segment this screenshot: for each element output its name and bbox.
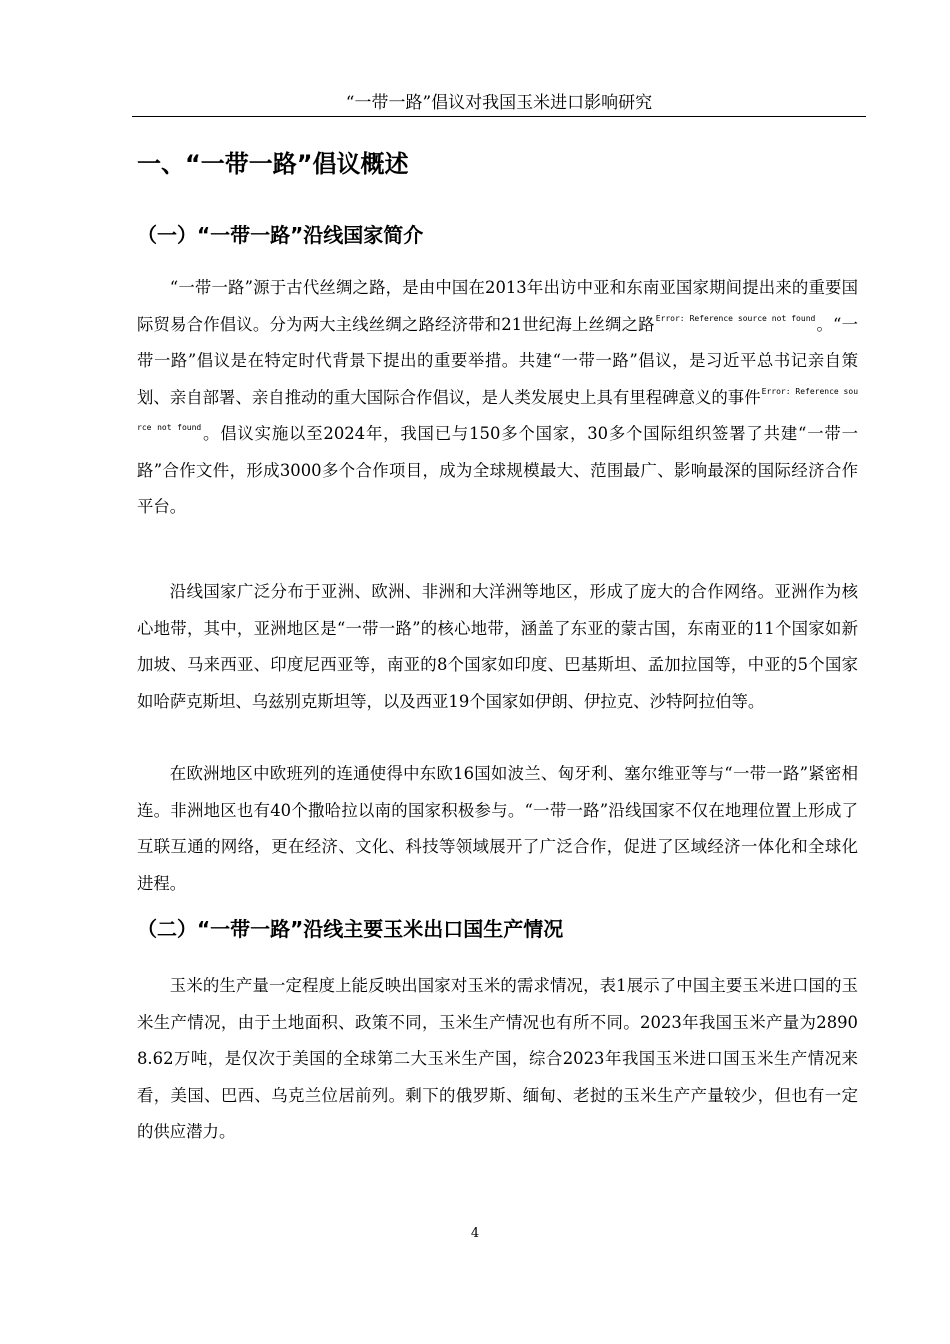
paragraph-1-text-c: 。倡议实施以至2024年，我国已与150多个国家，30多个国际组织签署了共建“一带一路”合作文件，形成3000多个合作项目，成为全球规模最大、范围最广、影响最深的国际经济合作平台。 [137, 424, 858, 516]
paragraph-3: 在欧洲地区中欧班列的连通使得中东欧16国如波兰、匈牙利、塞尔维亚等与“一带一路”紧密相连。非洲地区也有40个撒哈拉以南的国家积极参与。“一带一路”沿线国家不仅在地理位置上形成了互联互通的网络，更在经济、文化、科技等领域展开了广泛合作，促进了区域经济一体化和全球化进程。 [137, 764, 858, 893]
running-header: “一带一路”倡议对我国玉米进口影响研究 [345, 93, 653, 113]
section-heading: 一、“一带一路”倡议概述 [137, 150, 409, 178]
paragraph-2: 沿线国家广泛分布于亚洲、欧洲、非洲和大洋洲等地区，形成了庞大的合作网络。亚洲作为核心地带，其中，亚洲地区是“一带一路”的核心地带，涵盖了东亚的蒙古国，东南亚的11个国家如新加坡、马来西亚、印度尼西亚等，南亚的8个国家如印度、巴基斯坦、孟加拉国等，中亚的5个国家如哈萨克斯坦、乌兹别克斯坦等，以及西亚19个国家如伊朗、伊拉克、沙特阿拉伯等。 [137, 582, 858, 711]
reference-error-2: Error: Reference source not found [137, 386, 859, 432]
page-number: 4 [470, 1226, 480, 1241]
subsection-heading-2: （二）“一带一路”沿线主要玉米出口国生产情况 [137, 917, 564, 941]
reference-error-1: Error: Reference source not found [655, 313, 816, 323]
subsection-heading-1: （一）“一带一路”沿线国家简介 [137, 223, 424, 247]
paragraph-1-text-a: “一带一路”源于古代丝绸之路，是由中国在2013年出访中亚和东南亚国家期间提出来的重要国际贸易合作倡议。分为两大主线丝绸之路经济带和21世纪海上丝绸之路 [137, 278, 858, 334]
paragraph-4: 玉米的生产量一定程度上能反映出国家对玉米的需求情况，表1展示了中国主要玉米进口国的玉米生产情况，由于土地面积、政策不同，玉米生产情况也有所不同。2023年我国玉米产量为28908.62万吨，是仅次于美国的全球第二大玉米生产国，综合2023年我国玉米进口国玉米生产情况来看，美国、巴西、乌克兰位居前列。剩下的俄罗斯、缅甸、老挝的玉米生产产量较少，但也有一定的供应潜力。 [137, 976, 858, 1141]
paragraph-1-text-b: 。“一带一路”倡议是在特定时代背景下提出的重要举措。共建“一带一路”倡议，是习近平总书记亲自策划、亲自部署、亲自推动的重大国际合作倡议，是人类发展史上具有里程碑意义的事件 [137, 314, 858, 407]
header-rule [132, 116, 866, 117]
paragraph-1 [137, 270, 858, 526]
